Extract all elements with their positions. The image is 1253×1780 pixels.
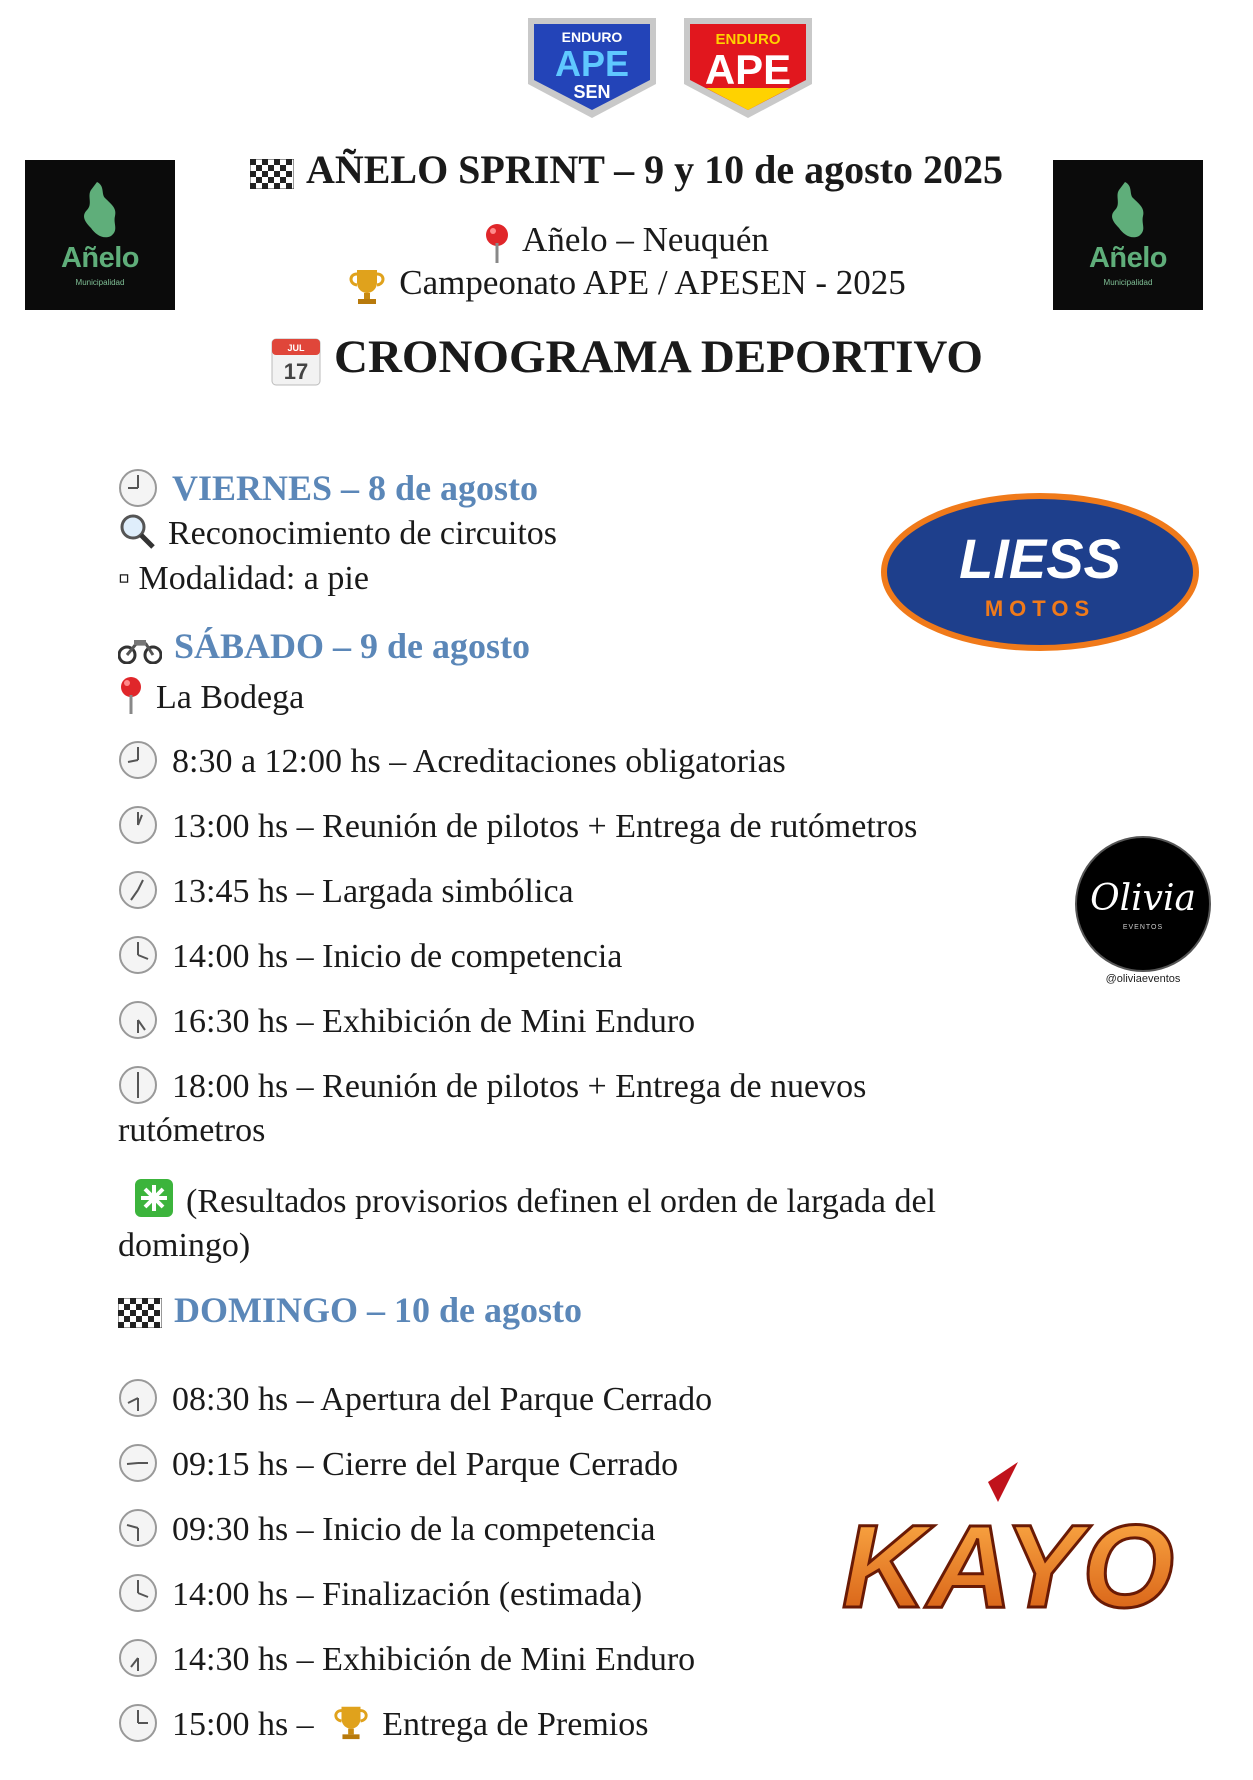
clock-icon (118, 1508, 158, 1548)
saturday-item: 13:00 hs – Reunión de pilotos + Entrega de rutómetros (118, 805, 917, 849)
saturday-item: 8:30 a 12:00 hs – Acreditaciones obligatorias (118, 740, 786, 784)
pin-icon (118, 676, 144, 714)
saturday-note: (Resultados provisorios definen el orden de largada del domingo) (118, 1178, 1018, 1268)
kayo-logo (808, 1462, 1203, 1632)
clock-icon (118, 740, 158, 780)
svg-text:SEN: SEN (573, 82, 611, 102)
liess-motos-logo (880, 492, 1200, 652)
event-title (0, 146, 1253, 193)
saturday-heading: SÁBADO – 9 de agosto (118, 624, 530, 670)
clock-icon (118, 1000, 158, 1040)
saturday-item: 18:00 hs – Reunión de pilotos + Entrega de nuevos rutómetros (118, 1065, 1018, 1153)
clock-icon (118, 805, 158, 845)
checkered-flag-icon (250, 159, 294, 189)
olivia-handle: @oliviaeventos (1105, 973, 1181, 985)
clock-icon (118, 935, 158, 975)
clock-icon (118, 1443, 158, 1483)
anelo-name: Añelo (1088, 242, 1168, 274)
clock-icon (118, 1573, 158, 1613)
sunday-item: 14:00 hs – Finalización (estimada) (118, 1573, 642, 1617)
olivia-subtitle: EVENTOS (1122, 924, 1164, 931)
saturday-place: La Bodega (118, 676, 304, 720)
trophy-icon (332, 1703, 370, 1741)
friday-heading: VIERNES – 8 de agosto (118, 466, 538, 512)
calendar-icon (270, 335, 322, 387)
clock-icon (118, 1378, 158, 1418)
svg-text:KAYO: KAYO (841, 1501, 1175, 1632)
anelo-subtitle: Municipalidad (75, 278, 125, 287)
svg-text:ENDURO: ENDURO (561, 29, 623, 45)
clock-icon (118, 468, 158, 508)
trophy-icon (347, 266, 387, 306)
championship (0, 263, 1253, 306)
event-location-text: Añelo – Neuquén (522, 220, 769, 259)
event-location (0, 220, 1253, 263)
motorcycle-icon (118, 634, 162, 664)
svg-text:ENDURO: ENDURO (715, 31, 781, 48)
enduro-ape-sen-badge (522, 14, 662, 122)
anelo-name: Añelo (60, 242, 140, 274)
sparkle-icon (134, 1178, 174, 1218)
pin-icon (484, 223, 510, 263)
clock-icon (118, 1638, 158, 1678)
svg-text:MOTOS: MOTOS (984, 596, 1096, 621)
svg-text:APE: APE (704, 46, 792, 93)
clock-icon (118, 1065, 158, 1105)
enduro-ape-badge (678, 14, 818, 122)
championship-text: Campeonato APE / APESEN - 2025 (399, 263, 906, 302)
friday-item: ▫ Modalidad: a pie (118, 560, 369, 597)
saturday-item: 13:45 hs – Largada simbólica (118, 870, 574, 914)
svg-text:17: 17 (283, 359, 309, 385)
event-title-text: AÑELO SPRINT – 9 y 10 de agosto 2025 (305, 147, 1004, 192)
magnifier-icon (118, 512, 156, 550)
svg-text:JUL: JUL (287, 343, 305, 354)
svg-text:LIESS: LIESS (959, 527, 1121, 590)
clock-icon (118, 870, 158, 910)
sunday-item: 15:00 hs – Entrega de Premios (118, 1703, 648, 1747)
saturday-item: 14:00 hs – Inicio de competencia (118, 935, 622, 979)
anelo-subtitle: Municipalidad (1103, 278, 1153, 287)
olivia-name: Olivia (1090, 878, 1196, 919)
saturday-item: 16:30 hs – Exhibición de Mini Enduro (118, 1000, 695, 1044)
sunday-item: 14:30 hs – Exhibición de Mini Enduro (118, 1638, 695, 1682)
sunday-item: 08:30 hs – Apertura del Parque Cerrado (118, 1378, 712, 1422)
sunday-heading: DOMINGO – 10 de agosto (118, 1288, 582, 1334)
sunday-item: 09:30 hs – Inicio de la competencia (118, 1508, 655, 1552)
checkered-flag-icon (118, 1298, 162, 1328)
svg-text:APE: APE (554, 43, 630, 84)
friday-item: Reconocimiento de circuitos (118, 512, 557, 556)
cronograma-text: CRONOGRAMA DEPORTIVO (334, 331, 983, 383)
olivia-eventos-logo (1075, 836, 1211, 972)
clock-icon (118, 1703, 158, 1743)
sunday-item: 09:15 hs – Cierre del Parque Cerrado (118, 1443, 678, 1487)
cronograma-heading (0, 330, 1253, 387)
